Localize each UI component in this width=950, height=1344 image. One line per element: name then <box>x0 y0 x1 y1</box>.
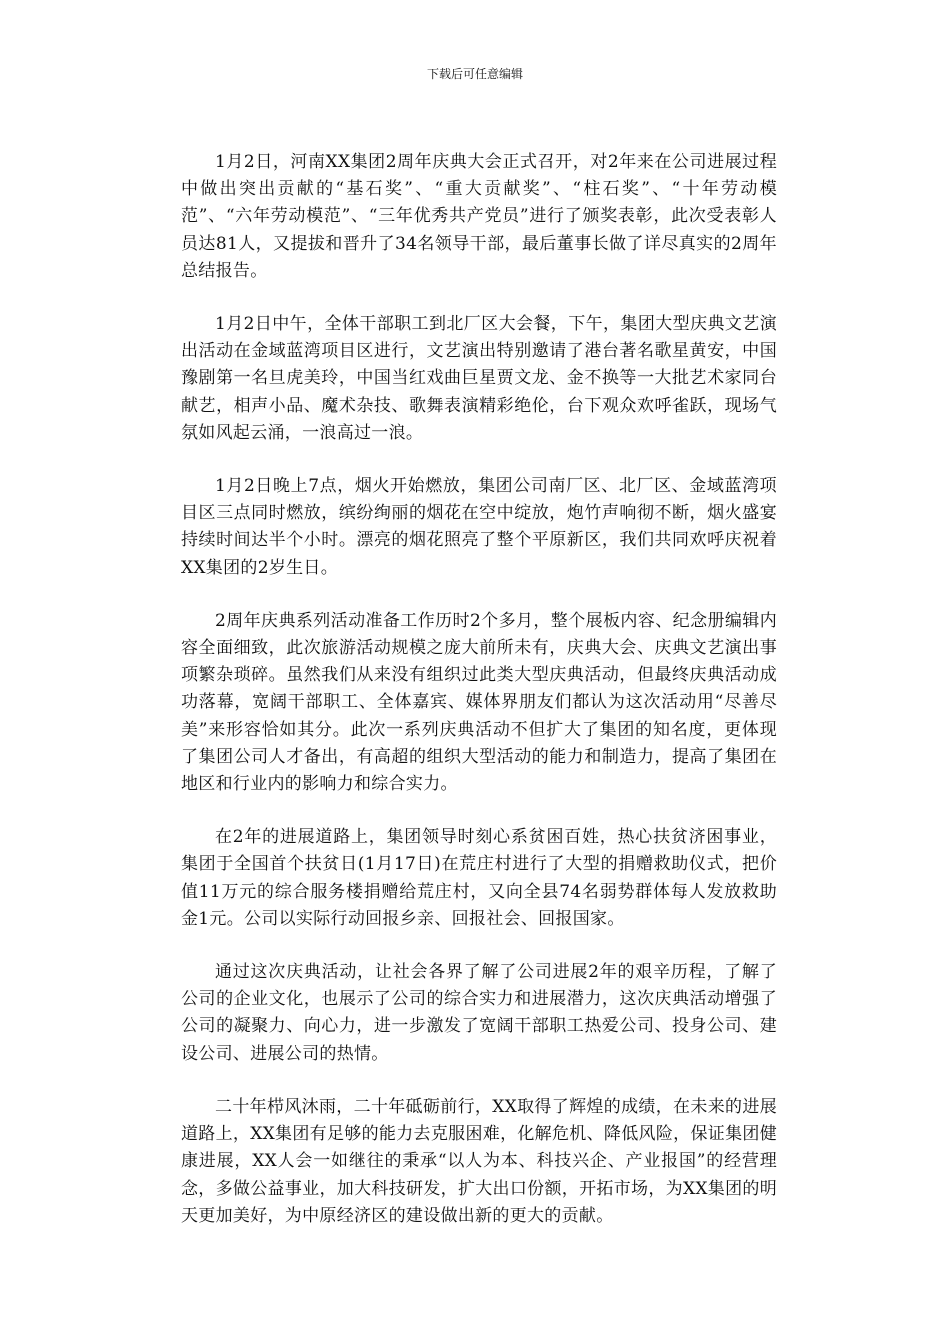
paragraph-3: 1月2日晚上7点，烟火开始燃放，集团公司南厂区、北厂区、金域蓝湾项目区三点同时燃放，缤纷绚丽的烟花在空中绽放，炮竹声响彻不断，烟火盛宴持续时间达半个小时。漂亮的烟花照亮了整个平原新区，我们共同欢呼庆祝着XX集团的2岁生日。 <box>181 476 777 578</box>
document-body <box>181 149 777 1256</box>
paragraph-5: 在2年的进展道路上，集团领导时刻心系贫困百姓，热心扶贫济困事业，集团于全国首个扶贫日(1月17日)在荒庄村进行了大型的捐赠救助仪式，把价值11万元的综合服务楼捐赠给荒庄村，又向全县74名弱势群体每人发放救助金1元。公司以实际行动回报乡亲、回报社会、回报国家。 <box>181 827 777 929</box>
paragraph-2: 1月2日中午，全体干部职工到北厂区大会餐，下午，集团大型庆典文艺演出活动在金域蓝湾项目区进行，文艺演出特别邀请了港台著名歌星黄安，中国豫剧第一名旦虎美玲，中国当红戏曲巨星贾文龙、金不换等一大批艺术家同台献艺，相声小品、魔术杂技、歌舞表演精彩绝伦，台下观众欢呼雀跃，现场气氛如风起云涌，一浪高过一浪。 <box>181 314 777 443</box>
page-header: 下载后可任意编辑 <box>426 67 523 81</box>
paragraph-4: 2周年庆典系列活动准备工作历时2个多月，整个展板内容、纪念册编辑内容全面细致，此次旅游活动规模之庞大前所未有，庆典大会、庆典文艺演出事项繁杂琐碎。虽然我们从来没有组织过此类大型庆典活动，但最终庆典活动成功落幕，宽阔干部职工、全体嘉宾、媒体界朋友们都认为这次活动用“尽善尽美”来形容恰如其分。此次一系列庆典活动不但扩大了集团的知名度，更体现了集团公司人才备出，有高超的组织大型活动的能力和制造力，提高了集团在地区和行业内的影响力和综合实力。 <box>181 610 777 795</box>
paragraph-6: 通过这次庆典活动，让社会各界了解了公司进展2年的艰辛历程，了解了公司的企业文化，也展示了公司的综合实力和进展潜力，这次庆典活动增强了公司的凝聚力、向心力，进一步激发了宽阔干部职工热爱公司、投身公司、建设公司、进展公司的热情。 <box>181 962 777 1064</box>
paragraph-1: 1月2日，河南XX集团2周年庆典大会正式召开，对2年来在公司进展过程中做出突出贡献的“基石奖”、“重大贡献奖”、“柱石奖”、“十年劳动模范”、“六年劳动模范”、“三年优秀共产党员”进行了颁奖表彰，此次受表彰人员达81人，又提拔和晋升了34名领导干部，最后董事长做了详尽真实的2周年总结报告。 <box>181 152 777 281</box>
paragraph-7: 二十年栉风沐雨，二十年砥砺前行，XX取得了辉煌的成绩，在未来的进展道路上，XX集团有足够的能力去克服困难，化解危机、降低风险，保证集团健康进展，XX人会一如继往的秉承“以人为本、科技兴企、产业报国”的经营理念，多做公益事业，加大科技研发，扩大出口份额，开拓市场，为XX集团的明天更加美好，为中原经济区的建设做出新的更大的贡献。 <box>181 1096 778 1226</box>
